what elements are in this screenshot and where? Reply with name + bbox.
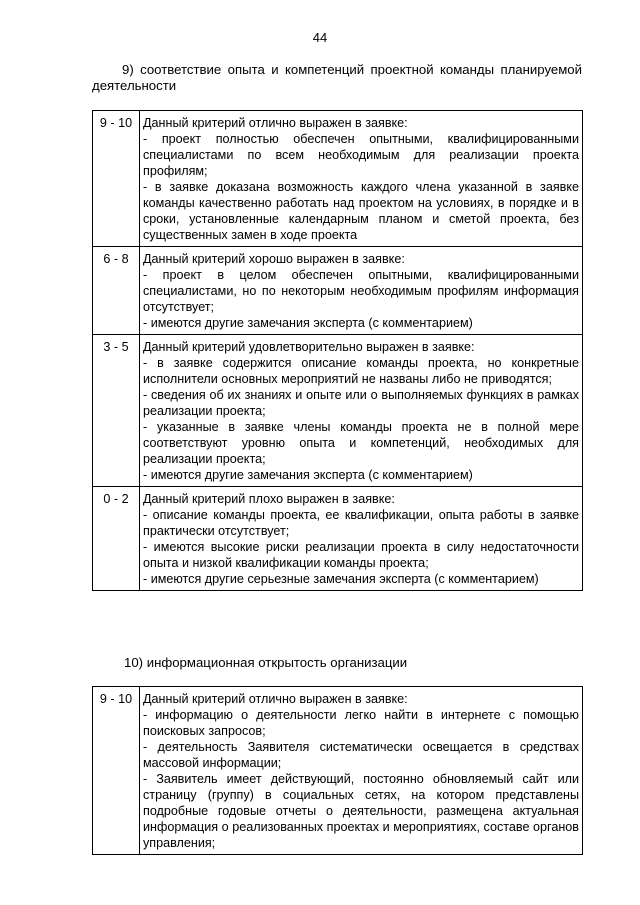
- description-cell: [140, 111, 583, 247]
- description-line: Данный критерий хорошо выражен в заявке:: [143, 252, 405, 266]
- score-cell: 9 - 10: [93, 111, 140, 247]
- table-row: [93, 247, 583, 335]
- description-line: - в заявке содержится описание команды проекта, но конкретные исполнители основных мероприятий не названы либо не приводятся;: [143, 356, 579, 386]
- description-line: - Заявитель имеет действующий, постоянно обновляемый сайт или страницу (группу) в социальных сетях, на котором представлены подробные годовые отчеты о деятельности, размещена актуальная информация о реализованных проектах и мероприятиях, составе органов управления;: [143, 772, 579, 850]
- description-cell: [140, 487, 583, 591]
- description-line: Данный критерий отлично выражен в заявке:: [143, 116, 408, 130]
- description-line: - сведения об их знаниях и опыте или о выполняемых функциях в рамках реализации проекта;: [143, 388, 579, 418]
- description-line: Данный критерий отлично выражен в заявке:: [143, 692, 408, 706]
- description-line: - проект полностью обеспечен опытными, квалифицированными специалистами по всем необходимым для реализации проекта профилям;: [143, 132, 579, 178]
- description-line: - в заявке доказана возможность каждого члена указанной в заявке команды качественно работать над проектом на условиях, в порядке и в сроки, установленные календарным планом и сметой проекта, без существенных замен в ходе проекта: [143, 180, 579, 242]
- description-line: - имеются другие замечания эксперта (с комментарием): [143, 468, 473, 482]
- description-line: - информацию о деятельности легко найти в интернете с помощью поисковых запросов;: [143, 708, 579, 738]
- description-line: - имеются другие замечания эксперта (с комментарием): [143, 316, 473, 330]
- table-row: [93, 487, 583, 591]
- table-row: [93, 111, 583, 247]
- description-cell: [140, 687, 583, 855]
- description-line: - проект в целом обеспечен опытными, квалифицированными специалистами, но по некоторым необходимым профилям информация отсутствует;: [143, 268, 579, 314]
- description-line: - указанные в заявке члены команды проекта не в полной мере соответствуют уровню опыта и компетенций, необходимых для реализации проекта;: [143, 420, 579, 466]
- description-cell: [140, 335, 583, 487]
- score-cell: 0 - 2: [93, 487, 140, 591]
- table-row: [93, 687, 583, 855]
- description-line: Данный критерий удовлетворительно выражен в заявке:: [143, 340, 475, 354]
- criterion-10-table: [92, 686, 583, 855]
- description-cell: [140, 247, 583, 335]
- page-number: 44: [312, 30, 328, 45]
- score-cell: 9 - 10: [93, 687, 140, 855]
- description-line: - описание команды проекта, ее квалификации, опыта работы в заявке практически отсутствует;: [143, 508, 579, 538]
- description-line: Данный критерий плохо выражен в заявке:: [143, 492, 395, 506]
- description-line: - имеются другие серьезные замечания эксперта (с комментарием): [143, 572, 539, 586]
- criterion-9-heading: 9) соответствие опыта и компетенций проектной команды планируемой деятельности: [92, 62, 582, 93]
- description-line: - деятельность Заявителя систематически освещается в средствах массовой информации;: [143, 740, 579, 770]
- description-line: - имеются высокие риски реализации проекта в силу недостаточности опыта и низкой квалификации команды проекта;: [143, 540, 579, 570]
- table-row: [93, 335, 583, 487]
- criterion-9-table: [92, 110, 583, 591]
- score-cell: 6 - 8: [93, 247, 140, 335]
- score-cell: 3 - 5: [93, 335, 140, 487]
- criterion-10-heading: 10) информационная открытость организации: [124, 655, 408, 670]
